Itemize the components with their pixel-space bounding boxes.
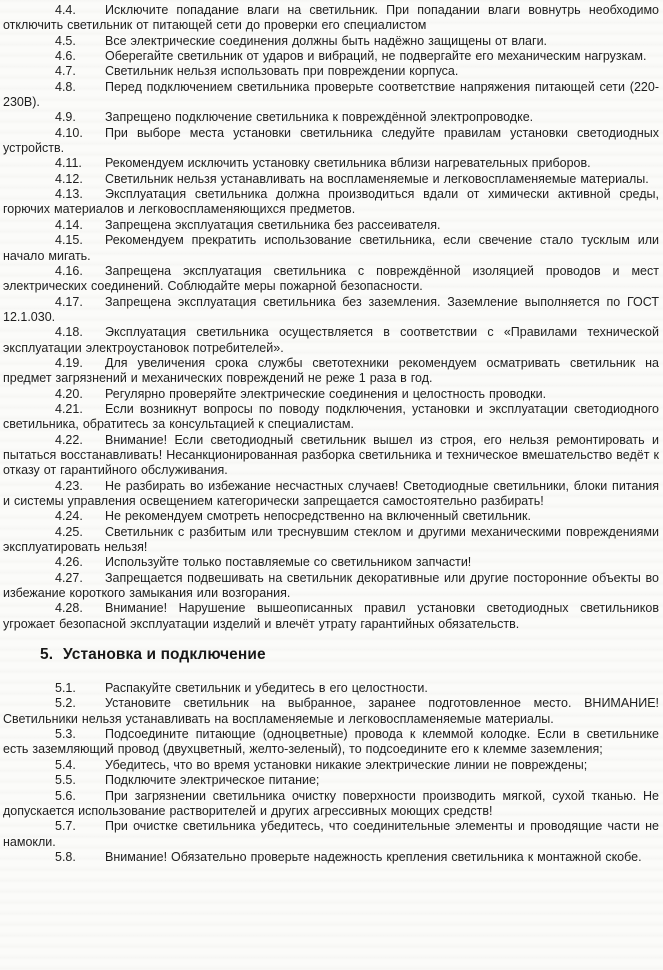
manual-item: [3, 156, 659, 171]
item-text: Установите светильник на выбранное, заранее подготовленное место. ВНИМАНИЕ! Светильники нельзя устанавливать на воспламеняемые и легковоспламеняемые материалы.: [3, 696, 659, 726]
item-text: Эксплуатация светильника осуществляется в соответствии с «Правилами технической эксплуатации электроустановок потребителей».: [3, 325, 659, 355]
item-text: Не разбирать во избежание несчастных случаев! Светодиодные светильники, блоки питания и системы управления освещением категорически запрещается самостоятельно разбирать!: [3, 478, 659, 508]
item-text: Подключите электрическое питание;: [105, 773, 320, 788]
section-5-heading-number: 5.: [40, 646, 54, 664]
manual-item: [3, 819, 659, 850]
item-text: При выборе места установки светильника следуйте правилам установки светодиодных устройств.: [3, 125, 659, 156]
item-number: 5.6.: [55, 788, 76, 803]
item-text: Распакуйте светильник и убедитесь в его целостности.: [105, 681, 428, 696]
item-number: 4.18.: [55, 325, 83, 340]
item-text: Регулярно проверяйте электрические соединения и целостность проводки.: [105, 386, 547, 401]
manual-item: [3, 601, 659, 632]
item-number: 4.21.: [55, 401, 83, 416]
manual-item: [3, 727, 659, 758]
item-text: Запрещена эксплуатация светильника с повреждённой изоляцией проводов и мест электрических соединений. Соблюдайте меры пожарной безопасности.: [3, 263, 659, 294]
item-number: 4.23.: [55, 478, 83, 493]
item-number: 4.6.: [55, 49, 76, 64]
item-number: 4.7.: [55, 64, 76, 79]
manual-item: [3, 356, 659, 387]
manual-item: [3, 110, 659, 125]
manual-item: [3, 126, 659, 157]
manual-item: [3, 773, 659, 788]
manual-item: [3, 681, 659, 696]
item-text: Светильник с разбитым или треснувшим стеклом и другими механическими повреждениями эксплуатировать нельзя!: [3, 524, 659, 555]
manual-item: [3, 3, 659, 34]
item-number: 5.1.: [55, 681, 76, 696]
item-number: 4.4.: [55, 3, 76, 17]
section-5-item-list: [3, 681, 659, 865]
item-text: При загрязнении светильника очистку поверхности производить мягкой, сухой тканью. Не допускается использование растворителей и других агрессивных моющих средств!: [3, 788, 659, 818]
manual-item: [3, 80, 659, 111]
item-text: Для увеличения срока службы светотехники рекомендуем осматривать светильник на предмет загрязнений и механических повреждений не реже 1 раза в год.: [3, 355, 659, 386]
manual-item: [3, 758, 659, 773]
item-text: Эксплуатация светильника должна производиться вдали от химически активной среды, горючих материалов и легковоспламеняющихся предметов.: [3, 187, 659, 217]
item-number: 4.9.: [55, 110, 76, 125]
manual-item: [3, 525, 659, 556]
item-number: 4.14.: [55, 217, 83, 232]
item-text: Внимание! Если светодиодный светильник вышел из строя, его нельзя ремонтировать и пытаться восстанавливать! Несанкционированная разборка светильника и техническое вмешательство ведёт к отказу от гарантийного обслуживания.: [3, 432, 659, 478]
manual-item: [3, 218, 659, 233]
item-text: Запрещена эксплуатация светильника без заземления. Заземление выполняется по ГОСТ 12.1.030.: [3, 294, 659, 324]
item-text: Используйте только поставляемые со светильником запчасти!: [105, 555, 472, 570]
item-text: Убедитесь, что во время установки никакие электрические линии не повреждены;: [105, 757, 588, 772]
manual-item: [3, 233, 659, 264]
item-number: 4.16.: [55, 263, 83, 278]
item-number: 4.15.: [55, 233, 83, 248]
item-number: 4.20.: [55, 386, 83, 401]
item-number: 4.19.: [55, 355, 83, 370]
manual-item: [3, 850, 659, 865]
item-text: Если возникнут вопросы по поводу подключения, установки и эксплуатации светодиодного светильника, обратитесь за консультацией к специалистам.: [3, 401, 659, 432]
item-number: 5.8.: [55, 849, 76, 864]
item-number: 4.26.: [55, 555, 83, 570]
manual-item: [3, 295, 659, 326]
manual-item: [3, 64, 659, 79]
item-number: 5.5.: [55, 773, 76, 788]
manual-item: [3, 402, 659, 433]
item-text: Подсоедините питающие (одноцветные) провода к клеммой колодке. Если в светильнике есть заземляющий провод (двухцветный, желто-зеленый), то подсоедините его к клемме заземления;: [3, 727, 659, 757]
manual-item: [3, 433, 659, 479]
item-number: 4.17.: [55, 294, 83, 309]
item-number: 4.27.: [55, 570, 83, 585]
manual-item: [3, 571, 659, 602]
item-text: Рекомендуем исключить установку светильника вблизи нагревательных приборов.: [105, 156, 591, 171]
manual-item: [3, 555, 659, 570]
item-text: Светильник нельзя использовать при повреждении корпуса.: [105, 64, 459, 79]
item-number: 4.24.: [55, 509, 83, 524]
item-number: 4.10.: [55, 125, 83, 140]
section-5-heading-label: Установка и подключение: [63, 646, 266, 664]
item-text: Исключите попадание влаги на светильник. При попадании влаги вовнутрь необходимо отключить светильник от питающей сети до проверки его специалистом: [3, 3, 659, 33]
manual-item: [3, 264, 659, 295]
item-text: Внимание! Обязательно проверьте надежность крепления светильника к монтажной скобе.: [105, 849, 642, 864]
manual-item: [3, 789, 659, 820]
item-text: Запрещается подвешивать на светильник декоративные или другие посторонние объекты во избежание короткого замыкания или возгорания.: [3, 570, 659, 601]
item-text: Не рекомендуем смотреть непосредственно на включенный светильник.: [105, 509, 531, 524]
item-text: Перед подключением светильника проверьте соответствие напряжения питающей сети (220-230В).: [3, 79, 659, 110]
item-number: 4.5.: [55, 33, 76, 48]
manual-item: [3, 325, 659, 356]
item-text: Светильник нельзя устанавливать на воспламеняемые и легковоспламеняемые материалы.: [105, 171, 649, 186]
item-number: 4.12.: [55, 171, 83, 186]
section-5-heading: [3, 645, 659, 664]
manual-item: [3, 49, 659, 64]
item-text: Оберегайте светильник от ударов и вибраций, не подвергайте его механическим нагрузкам.: [105, 49, 647, 64]
item-text: Внимание! Нарушение вышеописанных правил установки светодиодных светильников угрожает безопасной эксплуатации изделий и влечёт утрату гарантийных обязательств.: [3, 601, 659, 631]
manual-item: [3, 172, 659, 187]
manual-item: [3, 479, 659, 510]
item-number: 5.4.: [55, 757, 76, 772]
item-number: 5.7.: [55, 819, 76, 834]
item-text: Запрещена эксплуатация светильника без рассеивателя.: [105, 217, 441, 232]
item-number: 4.13.: [55, 187, 83, 202]
item-text: Запрещено подключение светильника к повреждённой электропроводке.: [105, 110, 534, 125]
section-4-item-list: [3, 3, 659, 632]
item-number: 4.22.: [55, 432, 83, 447]
manual-item: [3, 387, 659, 402]
manual-item: [3, 509, 659, 524]
item-number: 5.2.: [55, 696, 76, 711]
item-text: При очистке светильника убедитесь, что соединительные элементы и проводящие части не намокли.: [3, 819, 659, 849]
manual-item: [3, 34, 659, 49]
item-number: 4.11.: [55, 156, 82, 171]
item-number: 4.25.: [55, 524, 83, 539]
item-number: 4.28.: [55, 601, 83, 616]
item-number: 4.8.: [55, 79, 76, 94]
item-text: Рекомендуем прекратить использование светильника, если свечение стало тусклым или начало мигать.: [3, 233, 659, 263]
manual-item: [3, 696, 659, 727]
item-text: Все электрические соединения должны быть надёжно защищены от влаги.: [105, 33, 548, 48]
item-number: 5.3.: [55, 727, 76, 742]
manual-item: [3, 187, 659, 218]
